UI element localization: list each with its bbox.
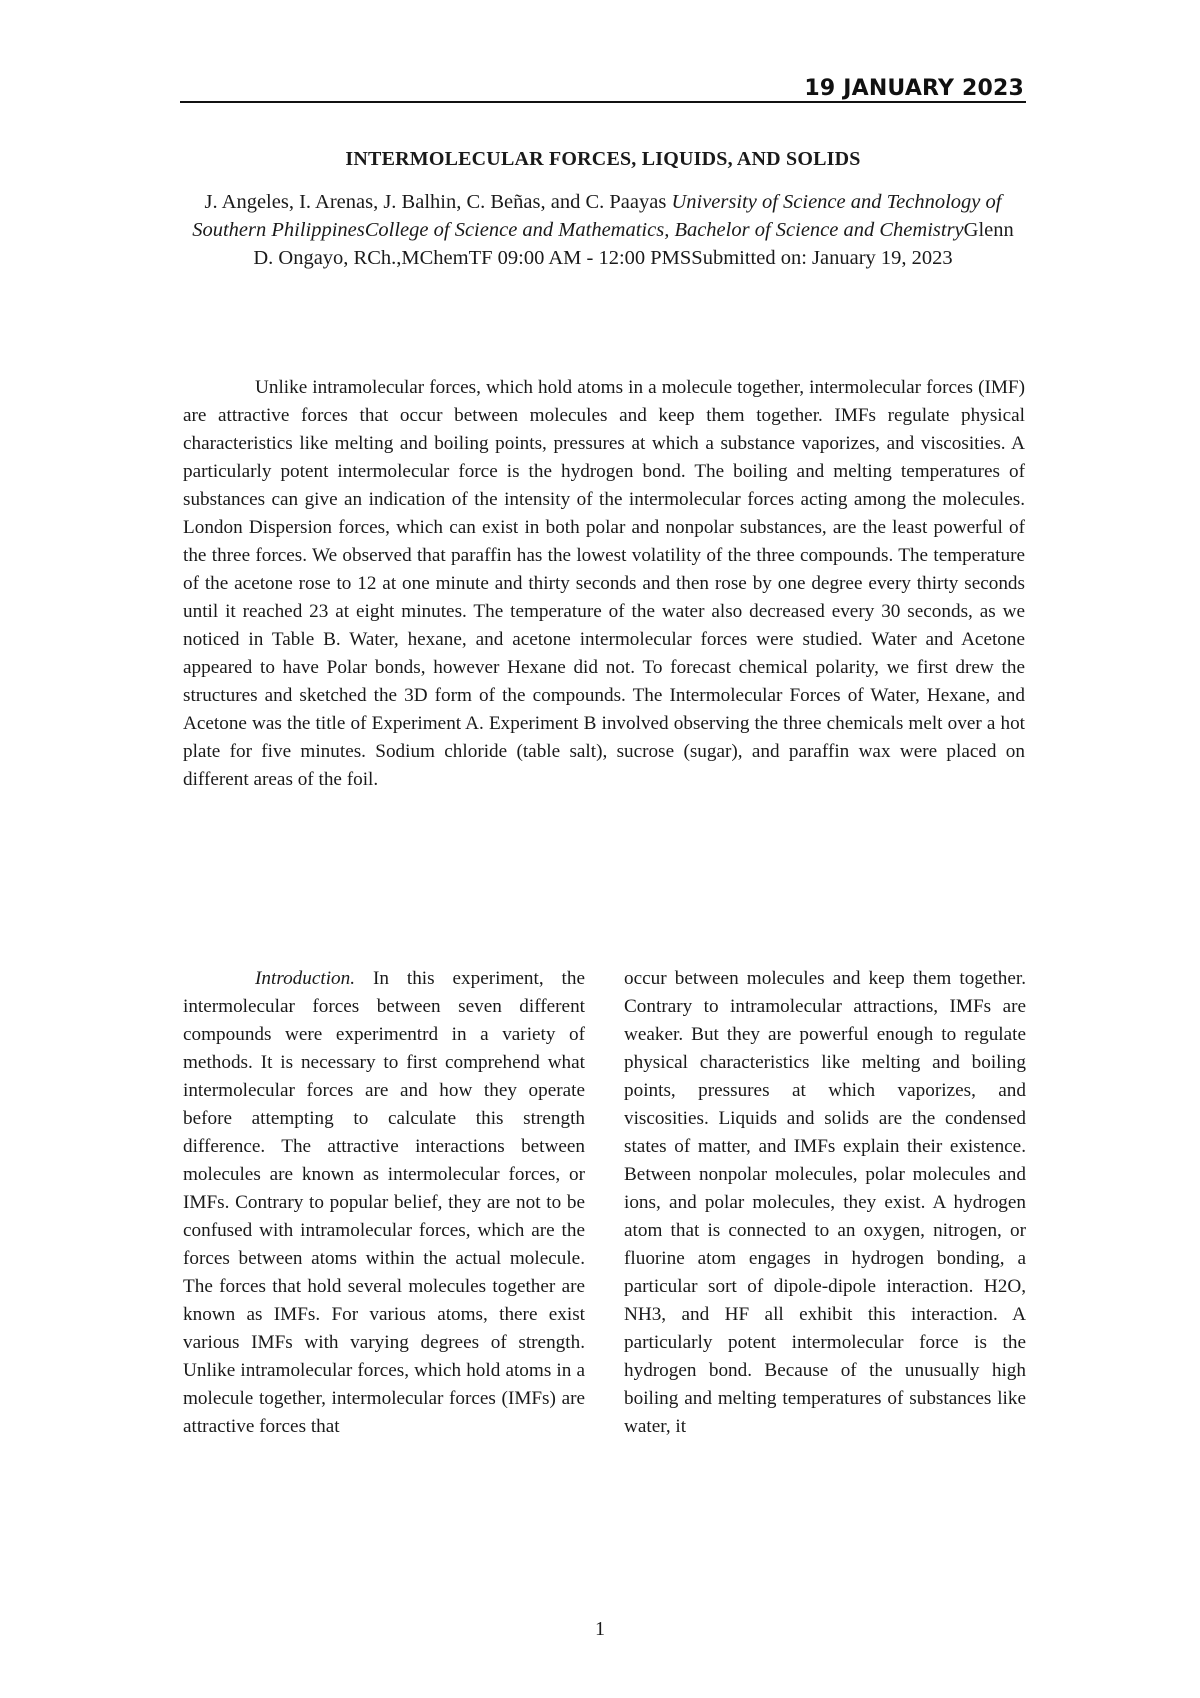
- author-block: [188, 188, 1018, 272]
- header-divider: [180, 101, 1026, 103]
- introduction-column-left: [183, 965, 585, 1441]
- introduction-text-left: In this experiment, the intermolecular forces between seven different compounds were experimentrd in a variety of methods. It is necessary to first comprehend what intermolecular forces are and how they operate before attempting to calculate this strength difference. The attractive interactions between molecules are known as intermolecular forces, or IMFs. Contrary to popular belief, they are not to be confused with intramolecular forces, which are the forces between atoms within the actual molecule. The forces that hold several molecules together are known as IMFs. For various atoms, there exist various IMFs with varying degrees of strength. Unlike intramolecular forces, which hold atoms in a molecule together, intermolecular forces (IMFs) are attractive forces that: [183, 968, 585, 1437]
- introduction-column-right: occur between molecules and keep them together. Contrary to intramolecular attractions, IMFs are weaker. But they are powerful enough to regulate physical characteristics like melting and boiling points, pressures at which vaporizes, and viscosities. Liquids and solids are the condensed states of matter, and IMFs explain their existence. Between nonpolar molecules, polar molecules and ions, and polar molecules, they exist. A hydrogen atom that is connected to an oxygen, nitrogen, or fluorine atom engages in hydrogen bonding, a particular sort of dipole-dipole interaction. H2O, NH3, and HF all exhibit this interaction. A particularly potent intermolecular force is the hydrogen bond. Because of the unusually high boiling and melting temperatures of substances like water, it: [624, 968, 1026, 1437]
- instructor-schedule: Glenn D. Ongayo, RCh.,MChemTF 09:00 AM - 12:00 PMSSubmitted on: January 19, 2023: [253, 219, 1014, 269]
- header-date: 19 JANUARY 2023: [804, 76, 1024, 101]
- page-number: 1: [595, 1618, 605, 1640]
- affiliation: University of Science and Technology of Southern PhilippinesCollege of Science and Mathematics, Bachelor of Science and Chemistry: [192, 191, 1002, 241]
- author-names: J. Angeles, I. Arenas, J. Balhin, C. Beñas, and C. Paayas: [204, 191, 672, 213]
- introduction-heading: Introduction.: [255, 968, 356, 989]
- abstract: Unlike intramolecular forces, which hold atoms in a molecule together, intermolecular forces (IMF) are attractive forces that occur between molecules and keep them together. IMFs regulate physical characteristics like melting and boiling points, pressures at which a substance vaporizes, and viscosities. A particularly potent intermolecular force is the hydrogen bond. The boiling and melting temperatures of substances can give an indication of the intensity of the intermolecular forces acting among the molecules. London Dispersion forces, which can exist in both polar and nonpolar substances, are the least powerful of the three forces. We observed that paraffin has the lowest volatility of the three compounds. The temperature of the acetone rose to 12 at one minute and thirty seconds and then rose by one degree every thirty seconds until it reached 23 at eight minutes. The temperature of the water also decreased every 30 seconds, as we noticed in Table B. Water, hexane, and acetone intermolecular forces were studied. Water and Acetone appeared to have Polar bonds, however Hexane did not. To forecast chemical polarity, we first drew the structures and sketched the 3D form of the compounds. The Intermolecular Forces of Water, Hexane, and Acetone was the title of Experiment A. Experiment B involved observing the three chemicals melt over a hot plate for five minutes. Sodium chloride (table salt), sucrose (sugar), and paraffin wax were placed on different areas of the foil.: [183, 377, 1025, 790]
- paper-title: INTERMOLECULAR FORCES, LIQUIDS, AND SOLIDS: [345, 148, 861, 170]
